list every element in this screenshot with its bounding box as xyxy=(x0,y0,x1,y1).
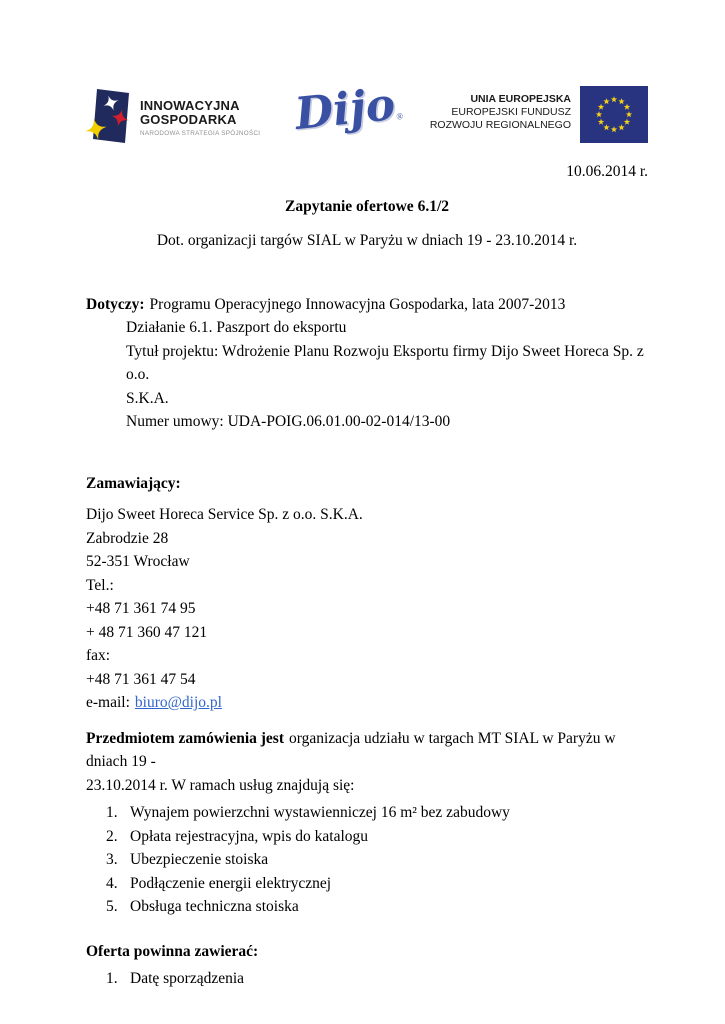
email-label: e-mail: xyxy=(86,694,130,711)
list-item-text: Podłączenie energii elektrycznej xyxy=(130,874,332,892)
list-item-number: 5. xyxy=(106,898,118,915)
registered-trademark-icon: ® xyxy=(395,110,404,122)
zamawiajacy-contact xyxy=(86,503,648,715)
oferta-heading: Oferta powinna zawierać: xyxy=(86,942,259,960)
list-item xyxy=(86,801,648,825)
ig-logo-text xyxy=(140,86,260,138)
przedmiot-lead-rest: organizacja udziału w targach MT SIAL w Paryżu w dniach 19 - xyxy=(86,729,616,770)
list-item-text: Datę sporządzenia xyxy=(130,970,245,987)
document-title: Zapytanie ofertowe 6.1/2 xyxy=(284,197,449,215)
dotyczy-text: Programu Operacyjnego Innowacyjna Gospodarka, lata 2007-2013 xyxy=(149,295,566,313)
eu-line2: EUROPEJSKI FUNDUSZ xyxy=(451,106,571,118)
list-item xyxy=(86,895,648,919)
list-item-number: 3. xyxy=(106,851,118,868)
przedmiot-list xyxy=(86,801,648,919)
phone-number-1: +48 71 361 74 95 xyxy=(86,600,196,617)
eu-flag-icon xyxy=(580,86,648,143)
przedmiot-lead-bold: Przedmiotem zamówienia jest xyxy=(86,729,284,747)
dotyczy-line: Numer umowy: UDA-POIG.06.01.00-02-014/13-00 xyxy=(126,413,451,430)
email-link[interactable]: biuro@dijo.pl xyxy=(134,694,222,711)
oferta-list xyxy=(86,967,648,991)
city-address: 52-351 Wrocław xyxy=(86,553,190,570)
list-item xyxy=(86,872,648,896)
ig-title-line1: INNOWACYJNA xyxy=(140,98,240,113)
list-item xyxy=(86,967,648,991)
eu-line1: UNIA EUROPEJSKA xyxy=(470,93,571,105)
list-item-number: 2. xyxy=(106,827,118,845)
list-item-number: 4. xyxy=(106,874,118,892)
list-item-number: 1. xyxy=(106,804,118,821)
przedmiot-lead-line2: 23.10.2014 r. W ramach usług znajdują się: xyxy=(86,776,355,794)
list-item-text: Obsługa techniczna stoiska xyxy=(130,898,299,915)
dotyczy-first-line xyxy=(86,293,648,317)
phone-number-2: + 48 71 360 47 121 xyxy=(86,623,208,641)
dijo-logo-text: Dijo xyxy=(292,78,398,141)
ig-flag-icon xyxy=(86,86,134,146)
logo-header xyxy=(86,78,648,148)
list-item-number: 1. xyxy=(106,970,118,987)
innowacyjna-gospodarka-logo xyxy=(86,86,260,146)
fax-number: +48 71 361 47 54 xyxy=(86,670,196,688)
ig-subtitle: NARODOWA STRATEGIA SPÓJNOŚCI xyxy=(140,130,261,137)
dotyczy-section xyxy=(86,293,648,434)
eu-line3: ROZWOJU REGIONALNEGO xyxy=(429,119,571,131)
list-item-text: Wynajem powierzchni wystawienniczej 16 m² bez zabudowy xyxy=(130,804,510,821)
eu-logo-text xyxy=(430,86,571,132)
tel-label: Tel.: xyxy=(86,576,114,594)
list-item xyxy=(86,825,648,849)
ig-title-line2: GOSPODARKA xyxy=(140,112,237,127)
fax-label: fax: xyxy=(86,647,111,664)
dijo-logo xyxy=(292,78,404,141)
dotyczy-line: Tytuł projektu: Wdrożenie Planu Rozwoju Eksportu firmy Dijo Sweet Horeca Sp. z o.o. xyxy=(126,342,644,383)
list-item-text: Opłata rejestracyjna, wpis do katalogu xyxy=(130,827,369,845)
przedmiot-lead-line1 xyxy=(86,727,648,774)
dotyczy-line: Działanie 6.1. Paszport do eksportu xyxy=(126,319,347,336)
przedmiot-section xyxy=(86,727,648,798)
list-item xyxy=(86,848,648,872)
document-date: 10.06.2014 r. xyxy=(566,163,648,180)
company-name: Dijo Sweet Horeca Service Sp. z o.o. S.K.A. xyxy=(86,506,363,523)
list-item-text: Ubezpieczenie stoiska xyxy=(130,851,269,868)
dotyczy-label: Dotyczy: xyxy=(86,295,145,313)
eu-logo xyxy=(430,86,648,143)
document-subject: Dot. organizacji targów SIAL w Paryżu w dniach 19 - 23.10.2014 r. xyxy=(156,232,578,249)
dotyczy-line: S.K.A. xyxy=(126,389,169,407)
email-line xyxy=(86,691,648,715)
zamawiajacy-heading: Zamawiający: xyxy=(86,474,181,492)
street-address: Zabrodzie 28 xyxy=(86,529,169,547)
